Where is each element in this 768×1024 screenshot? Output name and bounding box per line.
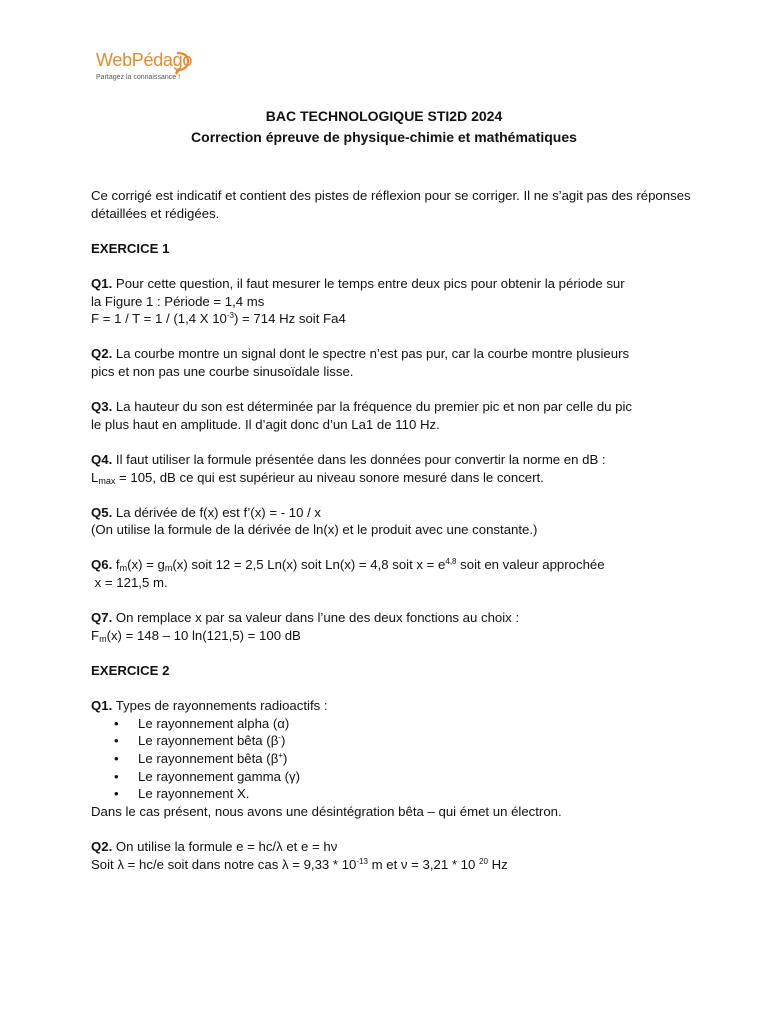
exercise-2-heading: EXERCICE 2 (91, 663, 170, 679)
ex1-q6-line1: Q6. $f_m(x) = g_m(x)$ soit 12 = 2,5 Ln(x) soit Ln(x) = 4,8 soit $x = e^{4,8}$ soit en valeur approchée (91, 557, 605, 574)
logo-tagline: Partagez la connaissance ! (96, 74, 181, 81)
exercise-1-heading: EXERCICE 1 (91, 240, 170, 256)
question-label: Q2. (91, 346, 113, 362)
list-item: • Le rayonnement alpha (α) (91, 715, 691, 733)
ex2-q2-line2: Soit λ = hc/e soit dans notre cas $\lambda = 9,33 * 10^{-13}$ m et ν = 3,21 * 10 $^{20}$ Hz (91, 856, 508, 872)
title-line-1: BAC TECHNOLOGIQUE STI2D 2024 (265, 108, 503, 124)
ex1-q3-line2: le plus haut en amplitude. Il d’agit donc d’un La1 de 110 Hz. (91, 416, 440, 432)
title-line-2: Correction épreuve de physique-chimie et mathématiques (191, 129, 577, 145)
question-label: Q1. (91, 698, 113, 714)
question-label: Q5. (91, 504, 113, 520)
speech-bubble-icon (172, 50, 192, 76)
list-item: • Le rayonnement bêta (β-) (91, 732, 691, 750)
ex1-q2-line2: pics et non pas une courbe sinusoïdale lisse. (91, 363, 354, 379)
ex1-q4-line1: Q4. Il faut utiliser la formule présentée dans les données pour convertir la norme en dB : (91, 451, 606, 467)
document-body (91, 187, 691, 873)
radiation-types-list (91, 715, 691, 803)
ex1-q1-line3: F = 1 / T = 1 / (1,4 X $10^{-3}) = 714$ Hz soit Fa4 (91, 311, 346, 327)
ex2-q1-conclusion: Dans le cas présent, nous avons une désintégration bêta – qui émet un électron. (91, 803, 562, 819)
question-label: Q2. (91, 838, 113, 854)
ex1-q3-line1: Q3. La hauteur du son est déterminée par la fréquence du premier pic et non par celle du pic (91, 399, 633, 415)
ex1-q4-line2: $L_{max} = 105$, dB ce qui est supérieur au niveau sonore mesuré dans le concert. (91, 469, 544, 486)
ex1-q7-line1: Q7. On remplace x par sa valeur dans l’une des deux fonctions au choix : (91, 610, 520, 626)
intro-paragraph: Ce corrigé est indicatif et contient des pistes de réflexion pour se corriger. Il ne s’agit pas des réponses détaillées et rédigées. (91, 188, 691, 221)
question-label: Q7. (91, 610, 113, 626)
ex1-q5-line1: Q5. La dérivée de f(x) est f’(x) = - 10 / x (91, 504, 322, 520)
ex1-q6-line2: x = 121,5 m. (94, 575, 168, 591)
page-title (0, 106, 768, 148)
ex1-q5-line2: (On utilise la formule de la dérivée de ln(x) et le produit avec une constante.) (91, 522, 538, 538)
ex1-q7-line2: $F_m(x) = 148 - 10$ ln(121,5) = 100 dB (91, 627, 301, 644)
question-label: Q4. (91, 451, 113, 467)
ex1-q1-line2: la Figure 1 : Période = 1,4 ms (91, 293, 265, 309)
list-item: • Le rayonnement bêta (β+) (91, 750, 691, 768)
question-label: Q6. (91, 557, 113, 573)
ex2-q1-line1: Q1. Types de rayonnements radioactifs : (91, 698, 328, 714)
ex1-q2-line1: Q2. La courbe montre un signal dont le spectre n’est pas pur, car la courbe montre plusieurs (91, 346, 630, 362)
list-item: • Le rayonnement gamma (γ) (91, 768, 691, 786)
question-label: Q1. (91, 275, 113, 291)
ex1-q1-line1: Q1. Pour cette question, il faut mesurer le temps entre deux pics pour obtenir la période sur (91, 275, 625, 291)
logo-name: WebPédago (96, 50, 193, 70)
ex2-q2-line1: Q2. On utilise la formule e = hc/λ et e = hν (91, 838, 338, 854)
webpedago-logo[interactable] (92, 48, 202, 88)
question-label: Q3. (91, 399, 113, 415)
list-item: • Le rayonnement X. (91, 785, 691, 803)
